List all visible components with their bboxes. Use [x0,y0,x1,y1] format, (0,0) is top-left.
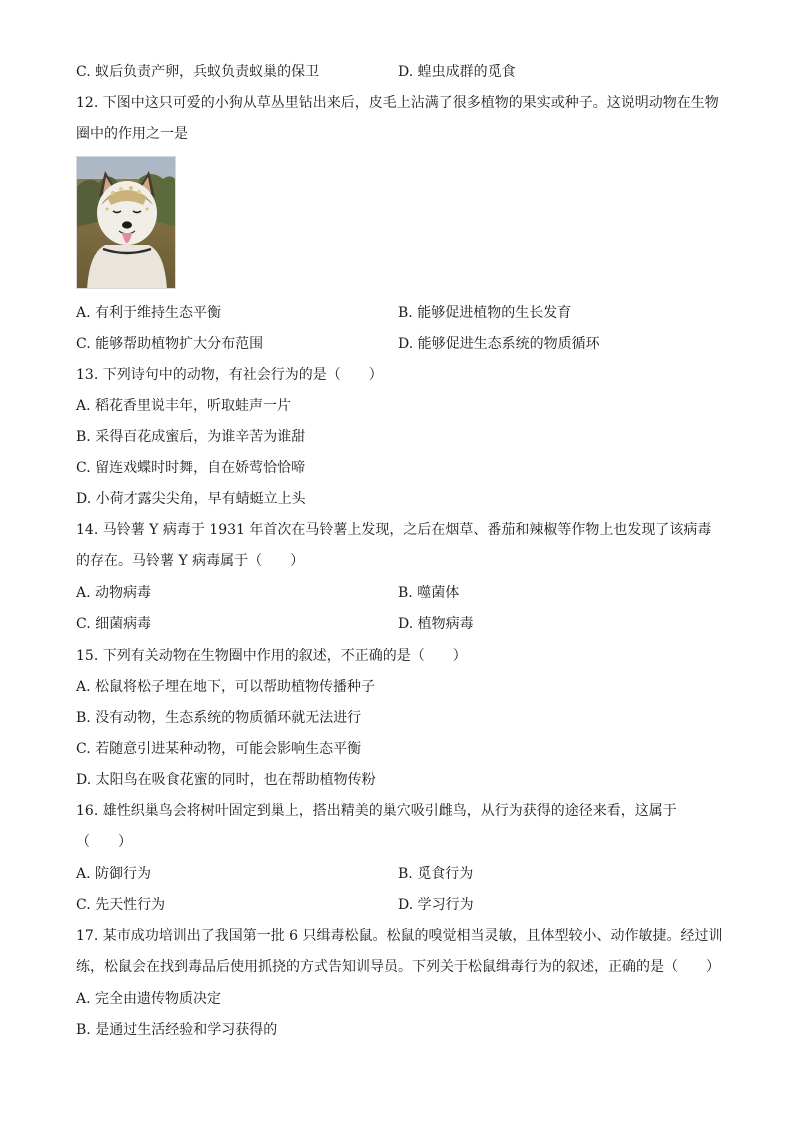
q12-options-ab [76,303,736,323]
q13-question: 13. 下列诗句中的动物，有社会行为的是（ ） [76,367,383,383]
q13-option-d: D. 小荷才露尖尖角，早有蜻蜓立上头 [76,491,306,507]
q11-option-d: D. 蝗虫成群的觅食 [398,64,516,80]
q12-question: 12. 下图中这只可爱的小狗从草丛里钻出来后，皮毛上沾满了很多植物的果实或种子。这说明动物在生物圈中的作用之一是 [76,95,719,142]
q17-option-a: A. 完全由遗传物质决定 [76,991,222,1007]
q17-question: 17. 某市成功培训出了我国第一批 6 只缉毒松鼠。松鼠的嗅觉相当灵敏，且体型较小、动作敏捷。经过训练，松鼠会在找到毒品后使用抓挠的方式告知训导员。下列关于松鼠缉毒行为的叙述，正确的是（ ） [76,928,723,975]
q13-option-b: B. 采得百花成蜜后，为谁辛苦为谁甜 [76,429,306,445]
q16-options-ab [76,864,736,884]
q12-option-b: B. 能够促进植物的生长发育 [398,305,572,321]
q13-option-c: C. 留连戏蝶时时舞，自在娇莺恰恰啼 [76,460,306,476]
q12-option-c: C. 能够帮助植物扩大分布范围 [76,336,264,352]
q14-option-d: D. 植物病毒 [398,616,474,632]
q15-option-b: B. 没有动物，生态系统的物质循环就无法进行 [76,710,362,726]
dog-photo [76,156,176,289]
q14-option-c: C. 细菌病毒 [76,616,152,632]
q16-option-b: B. 觅食行为 [398,866,474,882]
q15-question: 15. 下列有关动物在生物圈中作用的叙述，不正确的是（ ） [76,648,467,664]
q16-question: 16. 雄性织巢鸟会将树叶固定到巢上，搭出精美的巢穴吸引雌鸟，从行为获得的途径来看，这属于（ ） [76,803,677,850]
q13-option-a: A. 稻花香里说丰年，听取蛙声一片 [76,398,292,414]
q16-option-a: A. 防御行为 [76,866,152,882]
q16-option-c: C. 先天性行为 [76,897,166,913]
q16-options-cd [76,895,736,915]
q15-option-a: A. 松鼠将松子埋在地下，可以帮助植物传播种子 [76,679,376,695]
q14-option-b: B. 噬菌体 [398,585,460,601]
q14-option-a: A. 动物病毒 [76,585,152,601]
q14-options-ab [76,583,736,603]
q11-options-cd [76,62,736,82]
q15-option-c: C. 若随意引进某种动物，可能会影响生态平衡 [76,741,362,757]
q17-option-b: B. 是通过生活经验和学习获得的 [76,1022,278,1038]
q16-option-d: D. 学习行为 [398,897,474,913]
q12-option-d: D. 能够促进生态系统的物质循环 [398,336,600,352]
q14-options-cd [76,614,736,634]
q11-option-c: C. 蚁后负责产卵，兵蚁负责蚁巢的保卫 [76,64,320,80]
q12-option-a: A. 有利于维持生态平衡 [76,305,222,321]
q15-option-d: D. 太阳鸟在吸食花蜜的同时，也在帮助植物传粉 [76,772,376,788]
q12-options-cd [76,334,736,354]
q14-question: 14. 马铃薯 Y 病毒于 1931 年首次在马铃薯上发现，之后在烟草、番茄和辣椒等作物上也发现了该病毒的存在。马铃薯 Y 病毒属于（ ） [76,522,712,569]
